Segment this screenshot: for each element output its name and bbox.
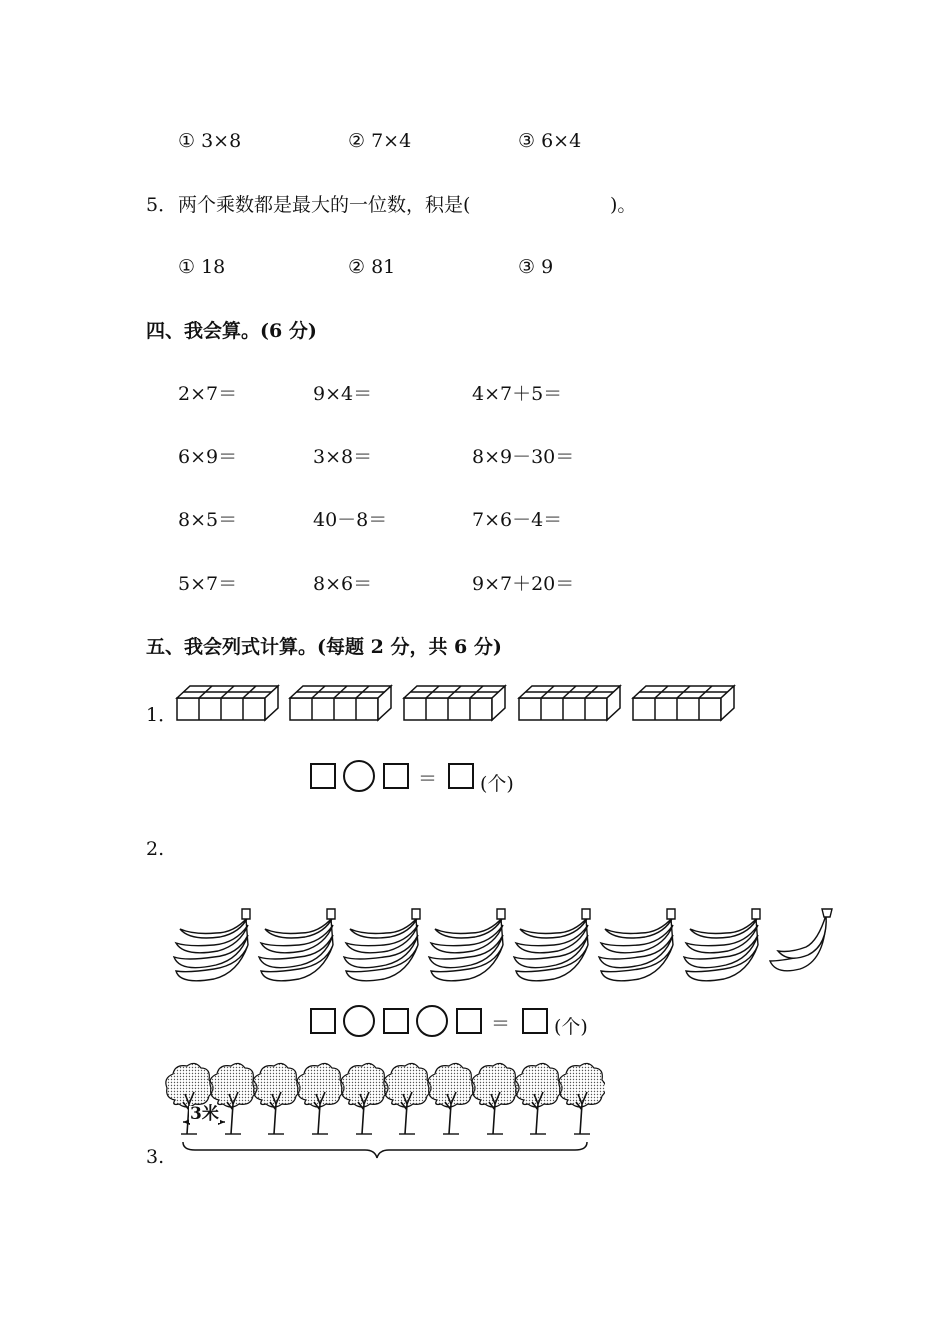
calc-expression: 8×6＝ — [313, 573, 373, 595]
calc-expression: 2×7＝ — [178, 383, 238, 405]
section4-title: 四、我会算。(6 分) — [146, 320, 317, 342]
calc-expression: 8×5＝ — [178, 509, 238, 531]
q4-option-3: ③ 6×4 — [518, 130, 582, 152]
answer-box[interactable] — [310, 1008, 336, 1034]
unit-label: (个) — [554, 1016, 588, 1038]
calc-expression: 8×9－30＝ — [472, 446, 575, 468]
answer-box[interactable] — [383, 1008, 409, 1034]
calc-expression: 40－8＝ — [313, 509, 388, 531]
q4-option-2: ② 7×4 — [348, 130, 412, 152]
answer-box[interactable] — [310, 763, 336, 789]
calc-expression: 9×4＝ — [313, 383, 373, 405]
calc-expression: 4×7＋5＝ — [472, 383, 563, 405]
cube-blocks-illustration — [170, 684, 750, 724]
calc-expression: 9×7＋20＝ — [472, 573, 575, 595]
equals-sign: ＝ — [418, 768, 438, 790]
calc-expression: 5×7＝ — [178, 573, 238, 595]
answer-box[interactable] — [383, 763, 409, 789]
unit-label: (个) — [480, 773, 514, 795]
operator-circle[interactable] — [416, 1005, 448, 1037]
q5-text: 两个乘数都是最大的一位数，积是( — [178, 194, 471, 216]
q4-option-1: ① 3×8 — [178, 130, 242, 152]
problem1-number: 1． — [146, 704, 178, 726]
answer-box[interactable] — [448, 763, 474, 789]
operator-circle[interactable] — [343, 760, 375, 792]
section5-title: 五、我会列式计算。(每题 2 分，共 6 分) — [146, 636, 502, 658]
calc-expression: 6×9＝ — [178, 446, 238, 468]
q5-option-3: ③ 9 — [518, 256, 554, 278]
problem2-number: 2. — [146, 838, 165, 860]
q5-option-1: ① 18 — [178, 256, 226, 278]
q5-number: 5． — [146, 194, 178, 216]
problem3-number: 3. — [146, 1146, 165, 1168]
answer-box[interactable] — [522, 1008, 548, 1034]
q5-option-2: ② 81 — [348, 256, 396, 278]
calc-expression: 3×8＝ — [313, 446, 373, 468]
banana-bunches-illustration — [170, 905, 850, 985]
answer-box[interactable] — [456, 1008, 482, 1034]
equals-sign: ＝ — [491, 1013, 511, 1035]
tree-row-illustration — [155, 1060, 605, 1160]
q5-answer-close: )。 — [610, 194, 637, 216]
tree-spacing-label: 3米 — [190, 1104, 219, 1124]
operator-circle[interactable] — [343, 1005, 375, 1037]
calc-expression: 7×6－4＝ — [472, 509, 563, 531]
